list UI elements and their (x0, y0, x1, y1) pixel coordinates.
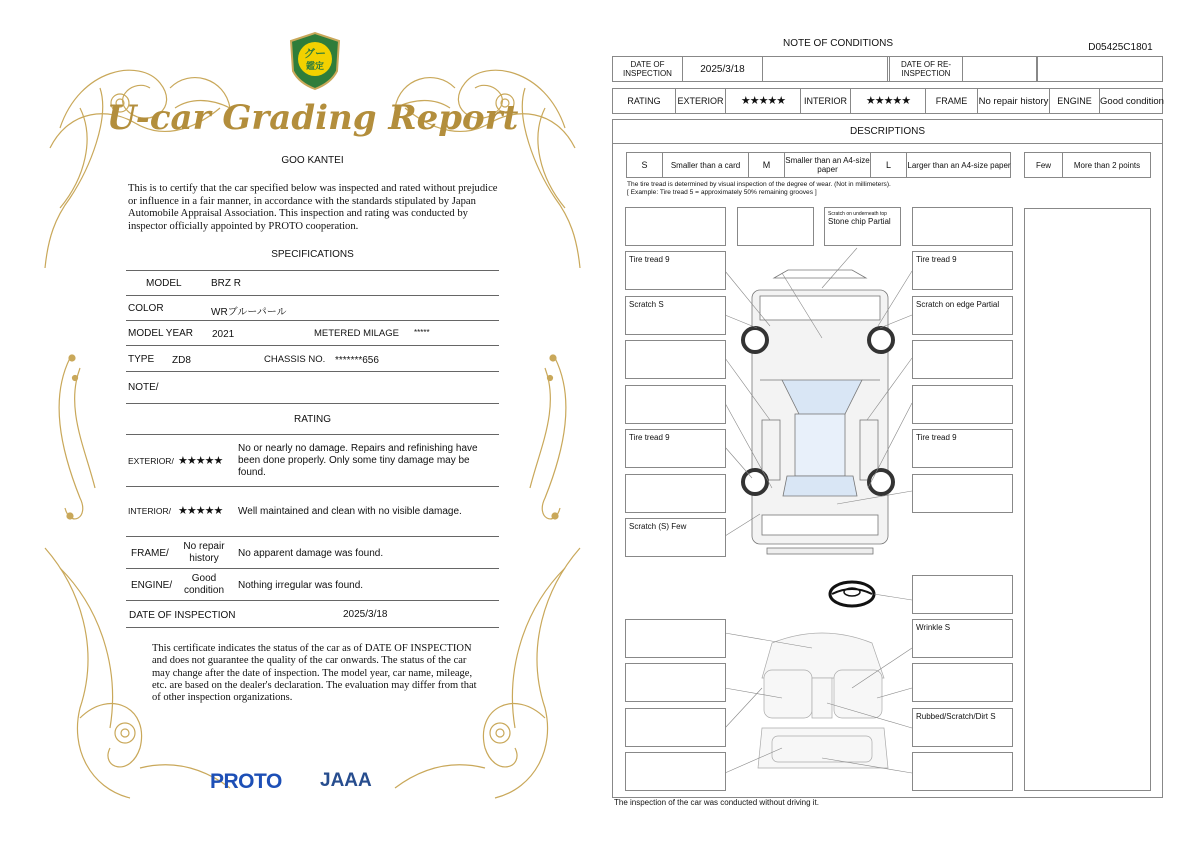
engine-value: Good condition (183, 573, 225, 596)
tire-icon (743, 470, 767, 494)
note-box: Rubbed/Scratch/Dirt S (912, 708, 1013, 747)
frame-value: No repair history (978, 89, 1050, 113)
note-box (625, 385, 726, 424)
note-box (737, 207, 814, 246)
legend-code: Few (1025, 153, 1063, 177)
date-reinspection-value (963, 57, 1037, 81)
chassis-label: CHASSIS NO. (264, 354, 326, 365)
note-box: Tire tread 9 (912, 251, 1013, 290)
mileage-value: ***** (414, 328, 430, 337)
type-label: TYPE (128, 354, 155, 365)
rating-label: RATING (613, 89, 676, 113)
certificate-subtitle: GOO KANTEI (281, 155, 344, 166)
frame-label: FRAME/ (131, 548, 169, 559)
legend-text: Smaller than a card (663, 153, 749, 177)
note-box (625, 340, 726, 379)
mileage-label: METERED MILAGE (314, 328, 399, 339)
frame-value: No repair history (183, 541, 225, 564)
type-row (126, 346, 499, 372)
exterior-label: EXTERIOR/ (128, 456, 174, 466)
date-inspection-label: DATE OF INSPECTION (613, 57, 683, 81)
note-box: Scratch (S) Few (625, 518, 726, 557)
exterior-stars: ★★★★★ (178, 455, 223, 467)
chassis-value: *******656 (335, 355, 379, 366)
note-box (625, 663, 726, 702)
note-box (625, 619, 726, 658)
engine-label: ENGINE/ (131, 580, 173, 591)
interior-desc: Well maintained and clean with no visible damage. (238, 506, 462, 517)
date-row (126, 601, 499, 628)
tire-icon (869, 470, 893, 494)
legend-code: L (871, 153, 907, 177)
date-label: DATE OF INSPECTION (129, 610, 236, 621)
engine-value: Good condition (1100, 95, 1164, 107)
note-box (625, 752, 726, 791)
date-header-row (612, 56, 1163, 82)
note-box: Tire tread 9 (912, 429, 1013, 468)
date-value: 2025/3/18 (343, 609, 388, 620)
empty-cell (1037, 57, 1164, 81)
engine-row (126, 569, 499, 601)
color-label: COLOR (128, 303, 164, 314)
steering-wheel-icon (830, 582, 874, 606)
note-label: NOTE/ (128, 382, 159, 393)
model-row (126, 271, 499, 296)
legend-code: M (749, 153, 785, 177)
note-box (912, 207, 1013, 246)
model-value: BRZ R (211, 278, 241, 289)
legend-code: S (627, 153, 663, 177)
logos (210, 768, 410, 798)
note-box (912, 663, 1013, 702)
exterior-stars: ★★★★★ (726, 89, 801, 113)
proto-logo: PROTO (210, 770, 282, 793)
note-box: Tire tread 9 (625, 429, 726, 468)
note-box (912, 575, 1013, 614)
year-row (126, 321, 499, 346)
note-row (126, 372, 499, 404)
notes-title: NOTE OF CONDITIONS (783, 38, 893, 49)
certificate-intro: This is to certify that the car specified below was inspected and rated without prejudice or influence in a fair manner, in accordance with the standards stipulated by Japan Automobile Appraisal Association. This inspection and rating was conducted by inspector officially appointed by PROTO cooperation. (128, 183, 498, 232)
certificate-title: U-car Grading Report (106, 98, 519, 138)
note-box (625, 207, 726, 246)
notes-footer: The inspection of the car was conducted without driving it. (614, 798, 819, 807)
tire-icon (869, 328, 893, 352)
note-box: Scratch on edge Partial (912, 296, 1013, 335)
year-value: 2021 (212, 329, 235, 340)
svg-text:グー: グー (304, 47, 326, 60)
year-label: MODEL YEAR (128, 328, 194, 339)
tire-icon (743, 328, 767, 352)
note-box (625, 708, 726, 747)
tire-example: [ Example: Tire tread 5 = approximately 50% remaining grooves ] (627, 189, 817, 196)
note-box: Scratch S (625, 296, 726, 335)
interior-label: INTERIOR/ (128, 506, 171, 516)
certificate-footer: This certificate indicates the status of the car as of DATE OF INSPECTION and does not guarantee the quality of the car onwards. The status of the car may change after the date of inspection. The model year, car name, mileage, etc. are based on the dealer's declaration. The evaluation may differ from that of other inspection organizations. (152, 643, 477, 704)
interior-stars: ★★★★★ (178, 505, 223, 517)
interior-label: INTERIOR (801, 89, 851, 113)
legend-text: Smaller than an A4-size paper (785, 153, 871, 177)
note-box (912, 752, 1013, 791)
stone-chip-box (824, 207, 901, 246)
color-row (126, 296, 499, 321)
jaaa-logo: JAAA (320, 770, 372, 791)
descriptions-heading: DESCRIPTIONS (613, 120, 1162, 144)
exterior-label: EXTERIOR (676, 89, 726, 113)
goo-kantei-badge-icon (287, 31, 343, 91)
note-box (912, 340, 1013, 379)
date-reinspection-label: DATE OF RE-INSPECTION (889, 57, 963, 81)
note-box: Wrinkle S (912, 619, 1013, 658)
tire-note: The tire tread is determined by visual inspection of the degree of wear. (Not in millimeters). (627, 181, 891, 188)
note-box (625, 474, 726, 513)
grading-certificate (40, 28, 585, 808)
specs-heading: SPECIFICATIONS (271, 249, 354, 260)
note-box (912, 385, 1013, 424)
engine-desc: Nothing irregular was found. (238, 580, 364, 591)
legend-text: Larger than an A4-size paper (907, 160, 1011, 170)
rating-heading: RATING (293, 414, 332, 425)
empty-cell (763, 57, 888, 81)
type-value: ZD8 (172, 355, 191, 366)
interior-row (126, 487, 499, 537)
legend-text: More than 2 points (1073, 160, 1141, 170)
svg-text:鑑定: 鑑定 (305, 62, 325, 72)
note-small-label: Scratch on underneath top (828, 211, 887, 217)
rating-header-row (612, 88, 1163, 114)
date-inspection-value: 2025/3/18 (683, 57, 763, 81)
exterior-desc: No or nearly no damage. Repairs and refinishing have been done properly. Only some tiny damage may be found. (238, 443, 478, 478)
frame-row (126, 537, 499, 569)
note-box: Tire tread 9 (625, 251, 726, 290)
model-label: MODEL (146, 278, 182, 289)
document-id: D05425C1801 (1088, 42, 1153, 53)
color-value: WRブルーパール (211, 307, 287, 318)
interior-stars: ★★★★★ (851, 89, 926, 113)
exterior-row (126, 435, 499, 487)
note-main-label: Stone chip Partial (828, 217, 891, 226)
engine-label: ENGINE (1050, 89, 1100, 113)
note-box (912, 474, 1013, 513)
frame-label: FRAME (926, 89, 978, 113)
frame-desc: No apparent damage was found. (238, 548, 384, 559)
